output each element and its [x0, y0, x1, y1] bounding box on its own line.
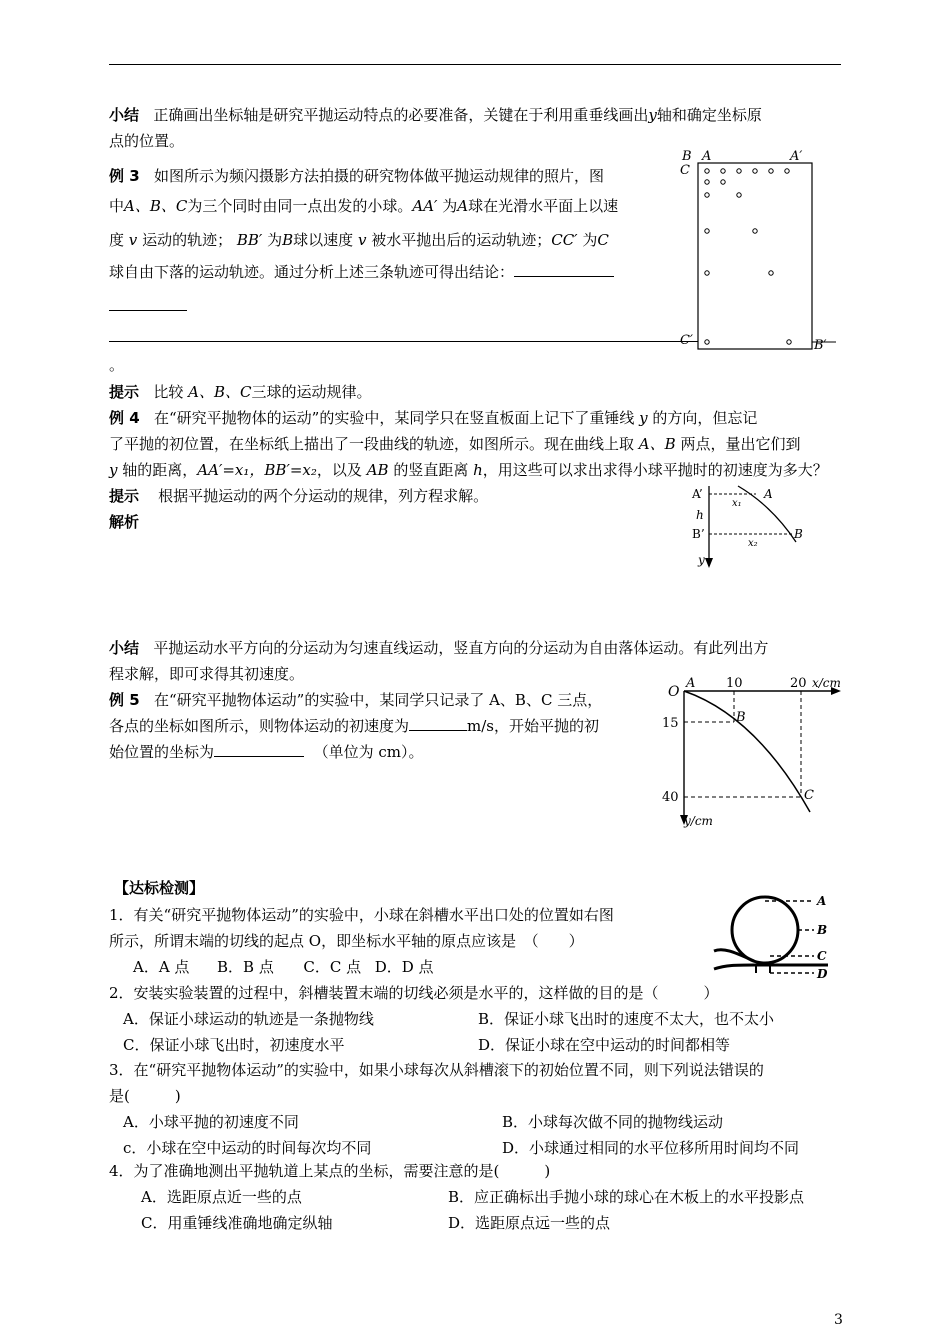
fig4-b-prime: B’: [692, 527, 705, 541]
fig3-label-b-prime: B′: [814, 338, 827, 353]
dot: [705, 180, 709, 184]
ex5-position-blank[interactable]: [214, 740, 304, 757]
ex4-l3c: 的竖直距离: [393, 461, 469, 479]
q4-option-b[interactable]: B．应正确标出手抛小球的球心在木板上的水平投影点: [448, 1188, 805, 1206]
ex3-line4: [109, 259, 669, 285]
ex3-end-mark: 。: [109, 356, 125, 374]
ex5-velocity-blank[interactable]: [409, 714, 467, 731]
fig5-tick-20: 20: [790, 676, 807, 691]
fig3-label-b: B: [682, 149, 692, 164]
dot: [785, 169, 789, 173]
fig5-a: A: [686, 676, 696, 691]
ex5-label: 例 5: [109, 691, 140, 709]
ex3-l3f: 为: [582, 231, 598, 249]
fig4-a: A: [764, 487, 773, 501]
ex4-l1: 在“研究平抛物体的运动”的实验中，某同学只在竖直板面上记下了重锤线: [153, 409, 635, 427]
q1-option-a[interactable]: A．A 点: [133, 958, 190, 976]
ex3-l2a2: A: [457, 197, 469, 215]
dot: [769, 169, 773, 173]
ex4-l3a: 轴的距离，: [122, 461, 198, 479]
ex5-line1: [109, 687, 669, 713]
fig3-label-a-prime: A′: [790, 149, 803, 164]
chute-upper-edge: [714, 950, 754, 961]
ex3-l2a: 中: [109, 197, 125, 215]
ex3-answer-blank-2[interactable]: [109, 294, 187, 311]
ex3-l4: 球自由下落的运动轨迹。通过分析上述三条轨迹可得出结论：: [109, 263, 515, 281]
q4-option-d[interactable]: D．选距原点远一些的点: [448, 1214, 611, 1232]
ex4-line1: [109, 405, 844, 431]
dot: [705, 169, 709, 173]
fig3-label-a: A: [702, 149, 712, 164]
q1-fig-c: C: [817, 949, 827, 963]
ex4-l1b: 的方向，但忘记: [652, 409, 758, 427]
ex4-l2a: 了平抛的初位置，在坐标纸上描出了一段曲线的轨迹，如图所示。现在曲线上取: [109, 435, 635, 453]
y-axis-arrow-icon: [705, 558, 713, 568]
ex4-l3aa: AA′=x₁，BB′=x₂: [197, 461, 317, 479]
ex3-line3: [109, 227, 669, 253]
ex3-l3bb: BB′: [236, 231, 263, 249]
ex3-label: 例 3: [109, 167, 140, 185]
ex5-l2b: m/s，开始平抛的初: [467, 717, 599, 735]
ex3-line2: [109, 193, 669, 219]
q4-option-a[interactable]: A．选距原点近一些的点: [141, 1188, 302, 1206]
dot: [737, 169, 741, 173]
q1-option-d[interactable]: D．D 点: [374, 958, 434, 976]
ex3-answer-line: [109, 341, 698, 342]
ex4-l3b: ，以及: [316, 461, 362, 479]
summary2-line1: [109, 635, 844, 661]
fig5-ycm: y/cm: [684, 814, 713, 828]
ex5-l3b: （单位为 cm）。: [313, 743, 424, 761]
ex3-l3v: v: [128, 231, 138, 249]
fig4-y: y: [698, 553, 705, 567]
dot: [737, 193, 741, 197]
summary2-label: 小结: [109, 639, 140, 657]
dot: [721, 180, 725, 184]
dot: [705, 340, 709, 344]
q1-options: [133, 954, 693, 980]
summary2-l1: 平抛运动水平方向的分运动为匀速直线运动，竖直方向的分运动为自由落体运动。有此列出方: [153, 639, 769, 657]
ex3-l3a: 度: [109, 231, 125, 249]
q2-option-b[interactable]: B．保证小球飞出时的速度不太大，也不太小: [478, 1010, 775, 1028]
hint4-text: 根据平抛运动的两个分运动的规律，列方程求解。: [158, 487, 489, 505]
q3-option-c[interactable]: c．小球在空中运动的时间每次均不同: [123, 1139, 372, 1157]
hint3-abc: A、B、C: [188, 383, 252, 401]
strobe-dots: [705, 169, 791, 344]
q1-fig-d: D: [817, 967, 828, 981]
fig4-x2: x₂: [748, 538, 758, 549]
summary1-text-a: 正确画出坐标轴是研究平抛运动特点的必要准备，关键在于利用重垂线画出: [153, 106, 649, 124]
ex3-l2c: 为: [442, 197, 458, 215]
dot: [705, 271, 709, 275]
ex3-line1: [109, 163, 669, 189]
header-rule: [109, 64, 841, 65]
ball-circle: [732, 897, 798, 963]
q4-option-c[interactable]: C．用重锤线准确地确定纵轴: [141, 1214, 333, 1232]
fig5-o: O: [668, 684, 680, 700]
ex3-l3e: 被水平抛出后的运动轨迹；: [371, 231, 552, 249]
summary1-line2: 点的位置。: [109, 132, 185, 150]
q1-option-b[interactable]: B．B 点: [217, 958, 274, 976]
fig5-b: B: [736, 710, 746, 725]
q1-line2: 所示，所谓末端的切线的起点 O，即坐标水平轴的原点应该是 （ ）: [109, 932, 584, 950]
hint4-label: 提示: [109, 487, 140, 505]
ex3-l3b: 运动的轨迹；: [142, 231, 233, 249]
ex3-l2d: 球在光滑水平面上以速: [468, 197, 619, 215]
ex4-var-y: y: [639, 409, 648, 427]
q3-option-b[interactable]: B．小球每次做不同的抛物线运动: [502, 1113, 724, 1131]
q1-chute-figure: [710, 893, 835, 983]
ex3-l2b: 为三个同时由同一点出发的小球。: [187, 197, 413, 215]
q2-stem: 2．安装实验装置的过程中，斜槽装置末端的切线必须是水平的，这样做的目的是（ ）: [109, 984, 719, 1002]
ex3-l3b2: B: [282, 231, 294, 249]
fig5-tick-40: 40: [662, 790, 679, 805]
fig5-tick-10: 10: [726, 676, 743, 691]
q2-option-a[interactable]: A．保证小球运动的轨迹是一条抛物线: [123, 1010, 374, 1028]
summary1-text-b: 轴和确定坐标原: [656, 106, 762, 124]
ex3-l2abc: A、B、C: [124, 197, 188, 215]
hint3-text-a: 比较: [153, 383, 184, 401]
fig4-a-prime: A’: [692, 487, 703, 501]
ex5-coordinate-figure: [660, 676, 850, 831]
q1-option-c[interactable]: C．C 点: [303, 958, 362, 976]
hint3-line: [109, 379, 669, 405]
fig3-label-c: C: [680, 163, 690, 178]
ex4-l3ab: AB: [366, 461, 389, 479]
dot: [753, 169, 757, 173]
ex5-l2a: 各点的坐标如图所示，则物体运动的初速度为: [109, 717, 410, 735]
fig5-xcm: x/cm: [812, 676, 841, 690]
ex5-l3a: 始位置的坐标为: [109, 743, 215, 761]
ex3-text1: 如图所示为频闪摄影方法拍摄的研究物体做平抛运动规律的照片，图: [153, 167, 604, 185]
ex4-trajectory-figure: [686, 482, 826, 574]
dot: [753, 229, 757, 233]
ex4-l2b: 两点，量出它们到: [680, 435, 801, 453]
ex3-l3c2: C: [597, 231, 609, 249]
test-heading-text: 【达标检测】: [114, 879, 205, 897]
ex4-l2ab: A、B: [638, 435, 676, 453]
hint4-line: [109, 483, 669, 509]
fig5-tick-15: 15: [662, 716, 679, 731]
dot: [721, 169, 725, 173]
dot: [769, 271, 773, 275]
summary1-line1: [109, 102, 844, 128]
ex5-line3: [109, 739, 669, 765]
ex3-l2aa: AA′: [412, 197, 438, 215]
q4-stem: 4．为了准确地测出平抛轨道上某点的坐标，需要注意的是( ): [109, 1162, 551, 1180]
q3-option-a[interactable]: A．小球平抛的初速度不同: [123, 1113, 299, 1131]
ex4-l3d: ，用这些可以求出求得小球平抛时的初速度为多大？: [482, 461, 828, 479]
ex5-l1: 在“研究平抛物体运动”的实验中，某同学只记录了 A、B、C 三点，: [153, 691, 603, 709]
ex3-answer-blank-1[interactable]: [514, 260, 614, 277]
fig4-x1: x₁: [732, 498, 742, 509]
hint3-text-b: 三球的运动规律。: [251, 383, 372, 401]
ex4-label: 例 4: [109, 409, 140, 427]
ex3-l3d: 球以速度: [293, 231, 354, 249]
summary1-var-y: y: [648, 106, 657, 124]
ex5-line2: [109, 713, 669, 739]
ex3-l3cc: CC′: [551, 231, 578, 249]
q2-option-d[interactable]: D．保证小球在空中运动的时间都相等: [478, 1036, 731, 1054]
fig3-label-c-prime: C′: [680, 333, 693, 348]
analysis4-label: 解析: [109, 513, 140, 531]
q1-fig-a: A: [817, 894, 827, 908]
ex4-l3y: y: [109, 461, 118, 479]
q3-stem-line1: 3．在“研究平抛物体运动”的实验中，如果小球每次从斜槽滚下的初始位置不同，则下列说法错误的: [109, 1061, 764, 1079]
fig5-c: C: [804, 788, 814, 803]
photo-frame: [698, 163, 812, 349]
ex3-l3v2: v: [357, 231, 367, 249]
ex4-line3: [109, 457, 844, 483]
q1-line1: 1．有关“研究平抛物体运动”的实验中，小球在斜槽水平出口处的位置如右图: [109, 906, 614, 924]
dot: [705, 193, 709, 197]
hint3-label: 提示: [109, 383, 140, 401]
ex3-l3c: 为: [267, 231, 283, 249]
dot: [705, 229, 709, 233]
trajectory-curve: [684, 691, 810, 812]
q3-stem-line2: 是( ): [109, 1087, 181, 1105]
fig4-h: h: [696, 508, 704, 522]
q2-option-c[interactable]: C．保证小球飞出时，初速度水平: [123, 1036, 345, 1054]
test-heading: [114, 875, 674, 901]
summary2-line2: 程求解，即可求得其初速度。: [109, 665, 305, 683]
analysis4-line: [109, 509, 669, 535]
summary1-label: 小结: [109, 106, 140, 124]
q1-fig-b: B: [817, 923, 828, 937]
dot: [787, 340, 791, 344]
ex4-line2: [109, 431, 844, 457]
ex3-strobe-figure: [676, 145, 846, 357]
q3-option-d[interactable]: D．小球通过相同的水平位移所用时间均不同: [502, 1139, 800, 1157]
page-number: 3: [834, 1312, 843, 1328]
ex4-l3h: h: [473, 461, 483, 479]
fig4-b: B: [794, 527, 803, 541]
